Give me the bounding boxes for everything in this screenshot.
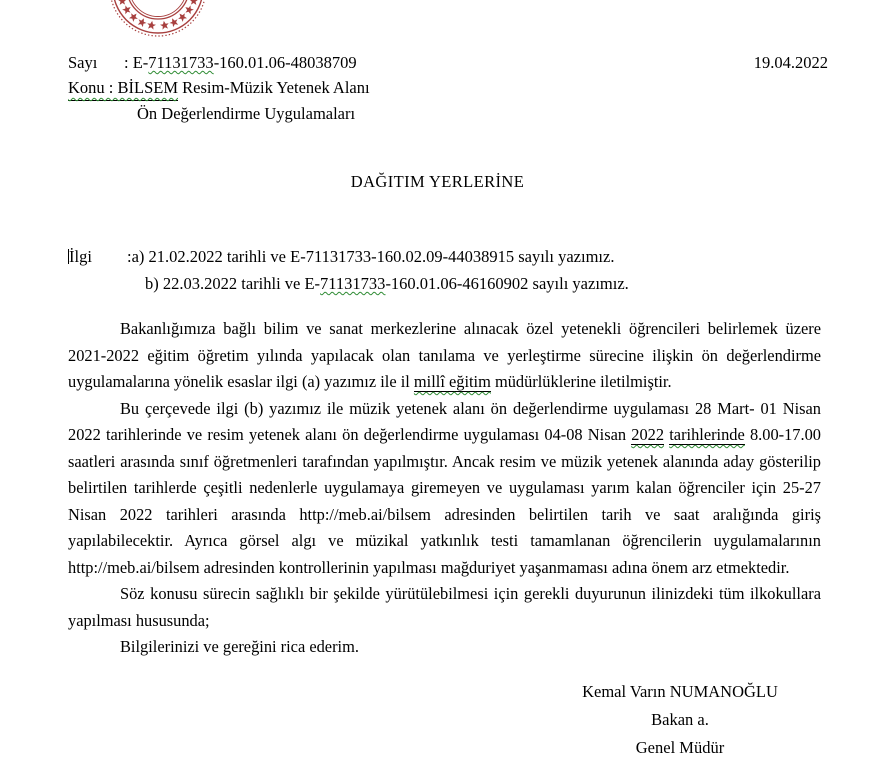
signature-block (520, 678, 840, 762)
document-body (68, 316, 821, 661)
paragraph-1-text-a: Bakanlığımıza bağlı bilim ve sanat merkezlerine alınacak özel yetenekli öğrencileri belirlemek üzere 2021-2022 eğitim öğretim yılında yapılacak olan tanılama ve yerleştirme sürecine ilişkin ön değerlendirme uygulamalarına yönelik esaslar ilgi (a) yazımız ile il (68, 319, 821, 391)
addressee-heading: DAĞITIM YERLERİNE (350, 172, 525, 191)
reference-a-pre: :a) 21.02.2022 tarihli ve (127, 247, 291, 266)
paragraph-2 (68, 396, 821, 582)
sayi-separator: : E- (124, 53, 149, 72)
reference-b-pre: b) 22.03.2022 tarihli ve E- (145, 274, 321, 293)
paragraph-1-text-b: müdürlüklerine iletilmiştir. (490, 372, 672, 391)
konu-label: Konu : BİLSEM (68, 75, 178, 101)
reference-item-a (68, 243, 828, 270)
paragraph-1-flagged-term: millî eğitim (413, 372, 491, 391)
reference-b-post: -160.01.06-46160902 sayılı yazımız. (385, 274, 629, 293)
sayi-label: Sayı (68, 53, 98, 72)
reference-a-post: sayılı yazımız. (514, 247, 615, 266)
konu-line (68, 75, 828, 101)
ilgi-label: İlgi (69, 247, 92, 266)
signer-title-line-1: Bakan a. (651, 710, 709, 729)
sayi-number-rest: -160.01.06-48038709 (213, 53, 357, 72)
reference-b-number-flagged: 71131733 (320, 274, 386, 293)
signer-title-line-2: Genel Müdür (635, 738, 725, 757)
sayi-number-flagged: 71131733 (148, 53, 214, 72)
paragraph-3: Söz konusu sürecin sağlıklı bir şekilde yürütülebilmesi için gerekli duyurunun ilinizdeki tüm ilkokullara yapılması hususunda; (68, 584, 821, 630)
paragraph-2-flagged-year: 2022 (631, 425, 665, 444)
konu-subject: Resim-Müzik Yetenek Alanı (182, 78, 370, 97)
paragraph-1 (68, 316, 821, 396)
document-date: 19.04.2022 (753, 53, 828, 72)
references-block (68, 243, 828, 297)
paragraph-4: Bilgilerinizi ve gereğini rica ederim. (120, 637, 359, 656)
reference-a-number: E-71131733-160.02.09-44038915 (290, 247, 515, 266)
paragraph-2-text-a: Bu çerçevede ilgi (b) yazımız ile müzik yetenek alanı ön değerlendirme uygulaması 28 Mart- 01 Nisan 2022 tarihlerinde ve resim yetenek alanı ön değerlendirme uygulaması 04-08 Nisan (68, 398, 821, 444)
document-header (68, 50, 828, 126)
signer-name: Kemal Varın NUMANOĞLU (582, 682, 778, 701)
paragraph-2-flagged-word: tarihlerinde (669, 425, 745, 444)
reference-item-b (68, 270, 828, 297)
konu-line-2: Ön Değerlendirme Uygulamaları (137, 104, 356, 123)
paragraph-2-text-b: 8.00-17.00 saatleri arasında sınıf öğretmenleri tarafından yapılmıştır. Ancak resim ve müzik yetenek alanında aday gösterilip belirtilen tarihlerde çeşitli nedenlerle uygulamaya giremeyen ve uygulaması yarım kalan öğrenciler için 25-27 Nisan 2022 tarihleri arasında http://meb.ai/bilsem adresinden belirtilen tarih ve saat aralığında giriş yapılabilecektir. Ayrıca görsel algı ve müzikal yatkınlık testi tamamlanan öğrencilerin uygulamalarının http://meb.ai/bilsem adresinden kontrollerinin yapılması mağduriyet yaşanmaması adına önem arz etmektedir. (68, 425, 821, 577)
sayi-line (68, 50, 828, 75)
